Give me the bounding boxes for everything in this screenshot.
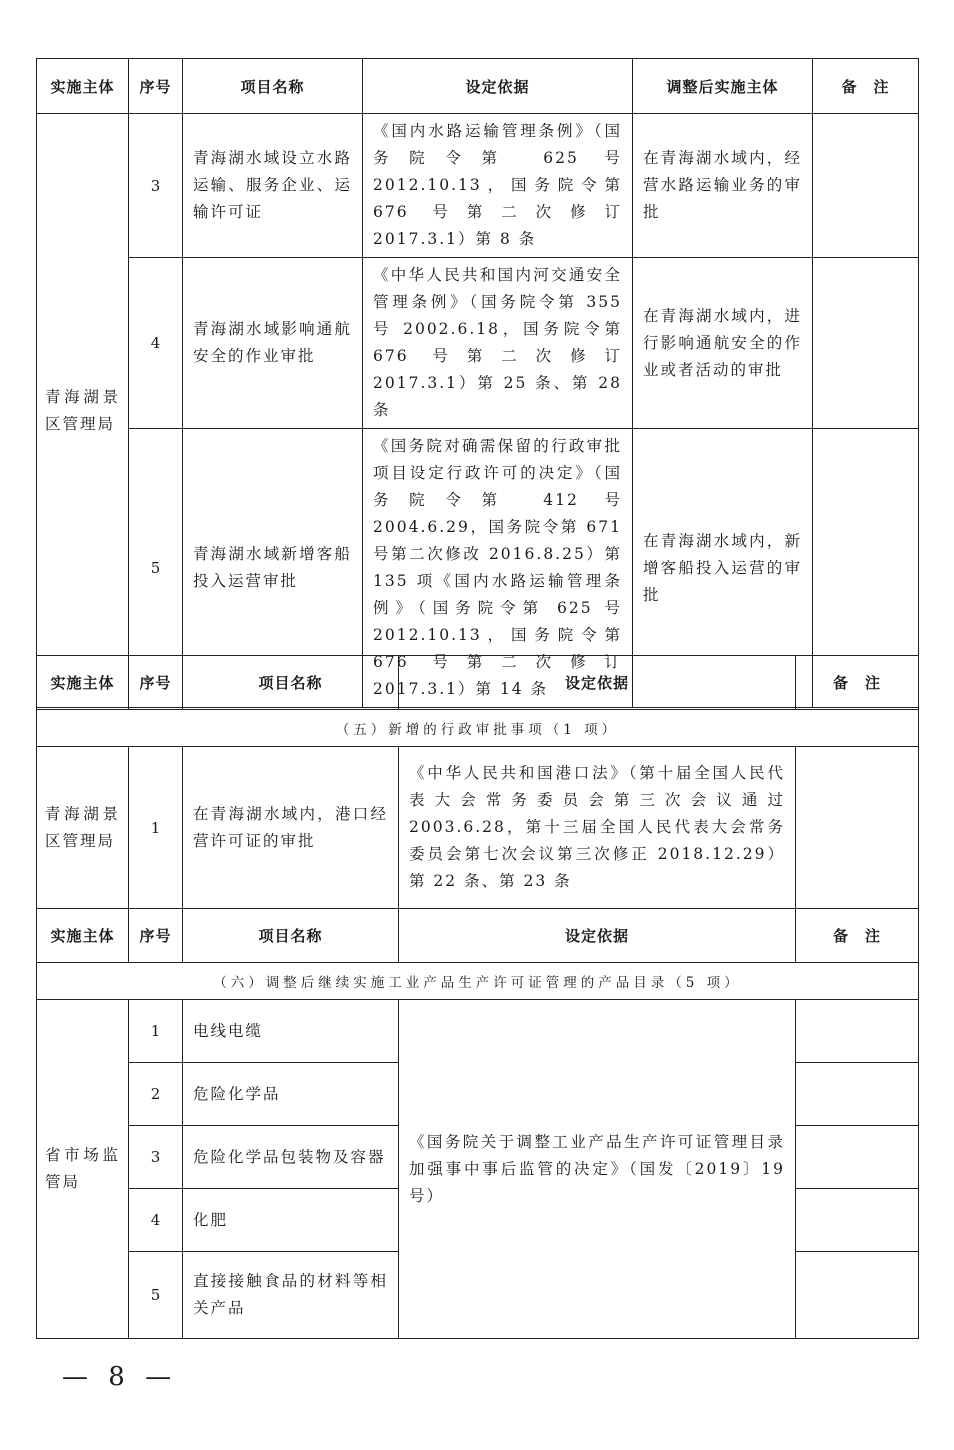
table-row (37, 258, 919, 429)
item-name: 青海湖水域新增客船投入运营审批 (183, 429, 363, 708)
header-implementing-body: 实施主体 (37, 909, 129, 963)
header-serial-number: 序号 (129, 59, 183, 114)
implementing-body-cell: 省市场监管局 (37, 1000, 129, 1339)
serial-number: 3 (129, 1126, 183, 1189)
remarks-cell (813, 114, 919, 258)
header-item-name: 项目名称 (183, 909, 399, 963)
header-legal-basis: 设定依据 (399, 909, 796, 963)
approval-items-table-adjusted (36, 58, 919, 708)
remarks-cell (813, 258, 919, 429)
item-name: 化肥 (183, 1189, 399, 1252)
adjusted-body: 在青海湖水域内，新增客船投入运营的审批 (633, 429, 813, 708)
header-item-name: 项目名称 (183, 59, 363, 114)
item-name: 危险化学品包装物及容器 (183, 1126, 399, 1189)
item-name: 电线电缆 (183, 1000, 399, 1063)
header-implementing-body: 实施主体 (37, 656, 129, 710)
product-catalog-table (36, 908, 919, 1339)
implementing-body-cell: 青海湖景区管理局 (37, 747, 129, 909)
header-serial-number: 序号 (129, 656, 183, 710)
header-remarks: 备 注 (813, 59, 919, 114)
table-row (37, 747, 919, 909)
item-name: 青海湖水域影响通航安全的作业审批 (183, 258, 363, 429)
header-remarks: 备 注 (796, 656, 919, 710)
remarks-cell (796, 1126, 919, 1189)
remarks-cell (796, 747, 919, 909)
section-row (37, 963, 919, 1000)
table-row (37, 1000, 919, 1063)
legal-basis: 《中华人民共和国港口法》（第十届全国人民代表大会常务委员会第三次会议通过 2003.6.28，第十三届全国人民代表大会常务委员会第七次会议第三次修正 2018.12.29）第 22 条、第 23 条 (399, 747, 796, 909)
serial-number: 5 (129, 429, 183, 708)
section-title: （六）调整后继续实施工业产品生产许可证管理的产品目录（5 项） (37, 963, 919, 1000)
page-number: — 8 — (62, 1362, 178, 1392)
remarks-cell (796, 1252, 919, 1339)
header-legal-basis: 设定依据 (363, 59, 633, 114)
serial-number: 1 (129, 747, 183, 909)
section-title: （五）新增的行政审批事项（1 项） (37, 710, 919, 747)
legal-basis: 《国务院对确需保留的行政审批项目设定行政许可的决定》（国务院令第 412 号 2004.6.29，国务院令第 671 号第二次修改 2016.8.25）第 135 项《国内水路运输管理条例》（国务院令第 625 号 2012.10.13，国务院令第 676 号第二次修订 2017.3.1）第 14 条 (363, 429, 633, 708)
header-implementing-body: 实施主体 (37, 59, 129, 114)
header-item-name: 项目名称 (183, 656, 399, 710)
remarks-cell (796, 1063, 919, 1126)
item-name: 青海湖水域设立水路运输、服务企业、运输许可证 (183, 114, 363, 258)
table-header-row (37, 59, 919, 114)
header-remarks: 备 注 (796, 909, 919, 963)
legal-basis: 《国内水路运输管理条例》（国务院令第 625 号 2012.10.13，国务院令第 676 号第二次修订 2017.3.1）第 8 条 (363, 114, 633, 258)
implementing-body-cell: 青海湖景区管理局 (37, 114, 129, 708)
serial-number: 4 (129, 258, 183, 429)
serial-number: 2 (129, 1063, 183, 1126)
legal-basis: 《中华人民共和国内河交通安全管理条例》（国务院令第 355 号 2002.6.18，国务院令第 676 号第二次修订 2017.3.1）第 25 条、第 28 条 (363, 258, 633, 429)
legal-basis: 《国务院关于调整工业产品生产许可证管理目录加强事中事后监管的决定》（国发〔2019〕19 号） (399, 1000, 796, 1339)
remarks-cell (796, 1000, 919, 1063)
serial-number: 4 (129, 1189, 183, 1252)
table-header-row (37, 909, 919, 963)
table-row (37, 114, 919, 258)
header-serial-number: 序号 (129, 909, 183, 963)
section-row (37, 710, 919, 747)
header-adjusted-body: 调整后实施主体 (633, 59, 813, 114)
remarks-cell (796, 1189, 919, 1252)
item-name: 在青海湖水域内，港口经营许可证的审批 (183, 747, 399, 909)
serial-number: 3 (129, 114, 183, 258)
item-name: 危险化学品 (183, 1063, 399, 1126)
item-name: 直接接触食品的材料等相关产品 (183, 1252, 399, 1339)
adjusted-body: 在青海湖水域内，进行影响通航安全的作业或者活动的审批 (633, 258, 813, 429)
adjusted-body: 在青海湖水域内，经营水路运输业务的审批 (633, 114, 813, 258)
table-header-row (37, 656, 919, 710)
serial-number: 1 (129, 1000, 183, 1063)
header-legal-basis: 设定依据 (399, 656, 796, 710)
serial-number: 5 (129, 1252, 183, 1339)
new-approval-items-table (36, 655, 919, 909)
